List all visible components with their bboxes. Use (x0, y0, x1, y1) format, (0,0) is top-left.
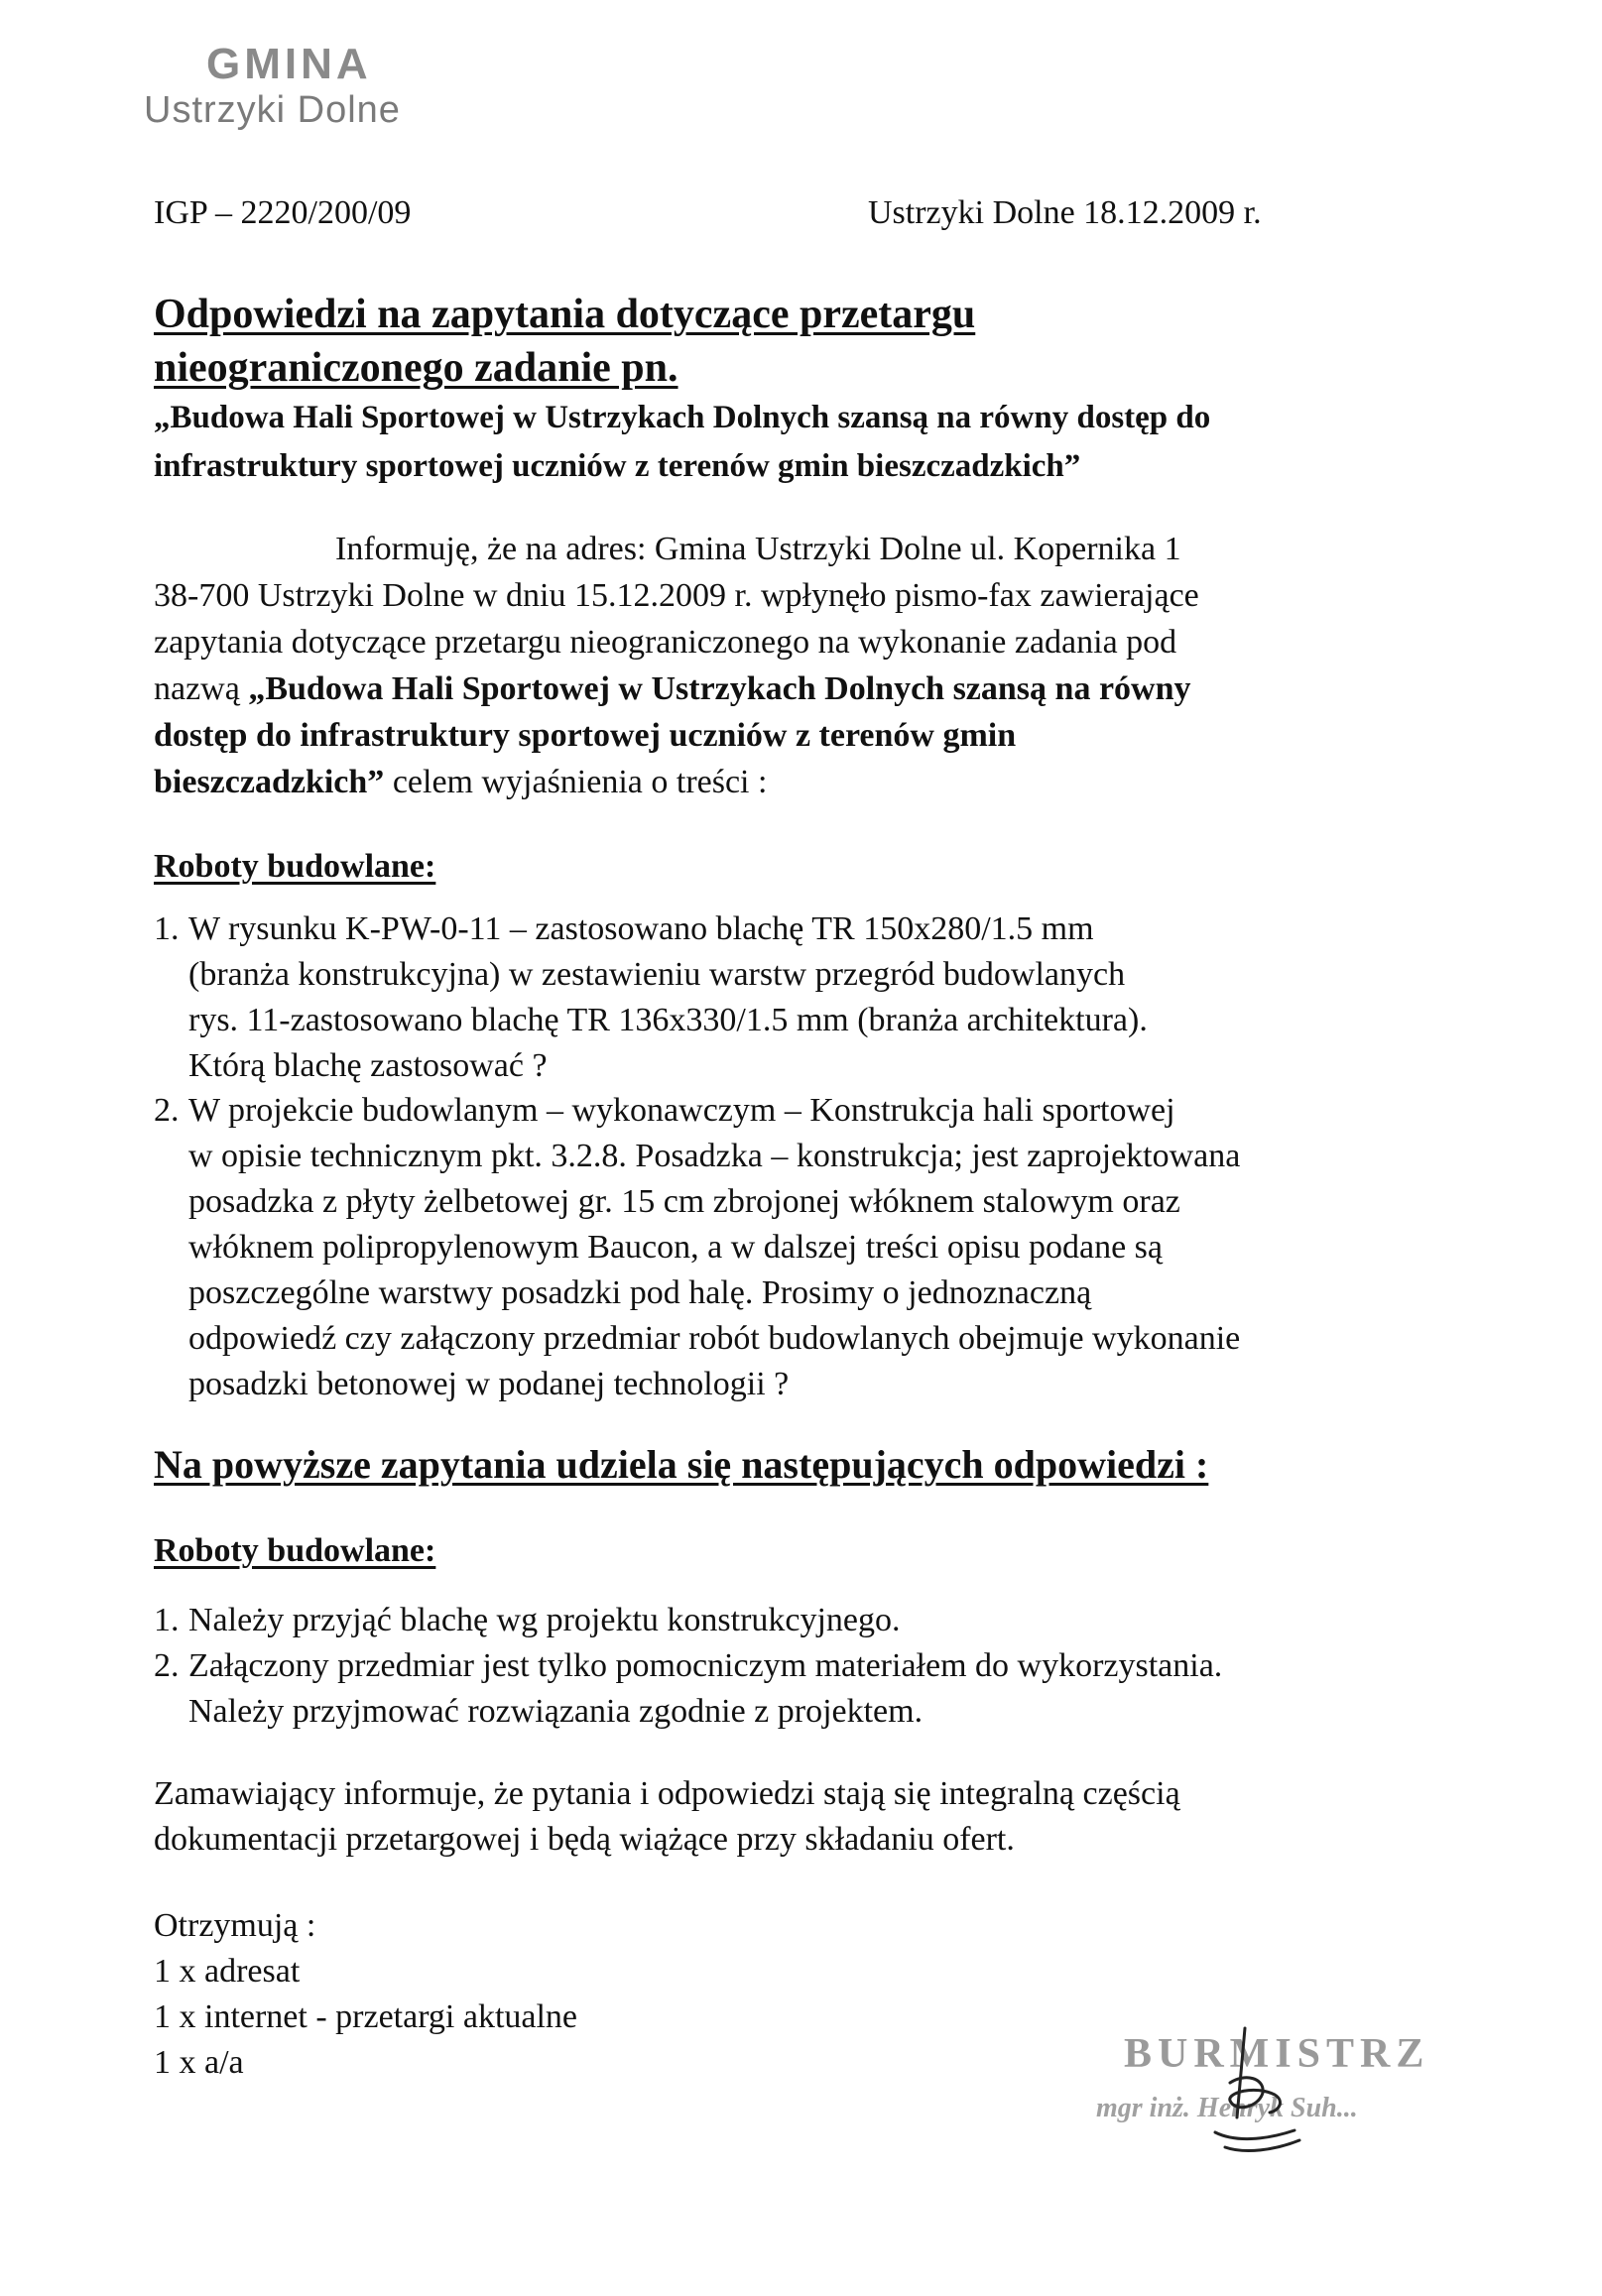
question-1-line: rys. 11-zastosowano blachę TR 136x330/1.5 mm (branża architektura). (188, 1002, 1148, 1038)
letterhead-gmina: GMINA (206, 40, 372, 88)
intro-line-6-bold: bieszczadzkich” (154, 764, 385, 800)
intro-line-1: Informuję, że na adres: Gmina Ustrzyki Dolne ul. Kopernika 1 (335, 531, 1181, 567)
project-line-2: infrastruktury sportowej uczniów z terenów gmin bieszczadzkich” (154, 448, 1081, 484)
recipient-item: 1 x a/a (154, 2044, 244, 2081)
question-2-number: 2. (154, 1092, 180, 1129)
question-1-line: (branża konstrukcyjna) w zestawieniu warstw przegród budowlanych (188, 956, 1126, 993)
question-2-line: poszczególne warstwy posadzki pod halę. Prosimy o jednoznaczną (188, 1274, 1092, 1311)
closing-line-1: Zamawiający informuje, że pytania i odpowiedzi stają się integralną częścią (154, 1775, 1180, 1812)
question-1-line: Którą blachę zastosować ? (188, 1047, 548, 1084)
signature (1185, 2023, 1314, 2162)
stamp-name: mgr inż. Henryk Suh... (1096, 2093, 1358, 2123)
letterhead-place: Ustrzyki Dolne (144, 89, 401, 131)
title-line-1: Odpowiedzi na zapytania dotyczące przetargu (154, 292, 976, 337)
question-2-line: w opisie technicznym pkt. 3.2.8. Posadzka – konstrukcja; jest zaprojektowana (188, 1138, 1241, 1174)
question-2-line: W projekcie budowlanym – wykonawczym – Konstrukcja hali sportowej (188, 1092, 1175, 1129)
answers-heading: Na powyższe zapytania udziela się następujących odpowiedzi : (154, 1442, 1209, 1487)
intro-line-3: zapytania dotyczące przetargu nieograniczonego na wykonanie zadania pod (154, 624, 1177, 661)
intro-line-4-plain: nazwą (154, 670, 249, 707)
answer-1-line: Należy przyjąć blachę wg projektu konstrukcyjnego. (188, 1602, 901, 1638)
project-line-1: „Budowa Hali Sportowej w Ustrzykach Dolnych szansą na równy dostęp do (154, 400, 1211, 435)
date-line: Ustrzyki Dolne 18.12.2009 r. (868, 194, 1262, 231)
question-1-line: W rysunku K-PW-0-11 – zastosowano blachę TR 150x280/1.5 mm (188, 910, 1094, 947)
question-2-line: odpowiedź czy załączony przedmiar robót budowlanych obejmuje wykonanie (188, 1320, 1241, 1357)
recipient-item: 1 x internet - przetargi aktualne (154, 1998, 578, 2035)
question-1-number: 1. (154, 910, 180, 947)
stamp-title: BURMISTRZ (1124, 2031, 1430, 2077)
intro-line-6 (154, 766, 767, 799)
intro-line-2: 38-700 Ustrzyki Dolne w dniu 15.12.2009 r. wpłynęło pismo-fax zawierające (154, 577, 1199, 614)
answer-2-number: 2. (154, 1647, 180, 1684)
recipient-item: 1 x adresat (154, 1953, 301, 1990)
question-2-line: posadzka z płyty żelbetowej gr. 15 cm zbrojonej włóknem stalowym oraz (188, 1183, 1180, 1220)
answer-2-line: Należy przyjmować rozwiązania zgodnie z projektem. (188, 1693, 924, 1730)
intro-line-6-plain: celem wyjaśnienia o treści : (384, 764, 768, 800)
answer-2-line: Załączony przedmiar jest tylko pomocniczym materiałem do wykorzystania. (188, 1647, 1223, 1684)
section-heading-answers: Roboty budowlane: (154, 1532, 436, 1569)
question-2-line: włóknem polipropylenowym Baucon, a w dalszej treści opisu podane są (188, 1229, 1163, 1266)
answer-1-number: 1. (154, 1602, 180, 1638)
reference-number: IGP – 2220/200/09 (154, 194, 412, 231)
intro-line-4-bold: „Budowa Hali Sportowej w Ustrzykach Dolnych szansą na równy (248, 670, 1191, 707)
intro-line-4 (154, 672, 1191, 706)
question-2-line: posadzki betonowej w podanej technologii ? (188, 1366, 790, 1402)
closing-line-2: dokumentacji przetargowej i będą wiążące przy składaniu ofert. (154, 1821, 1015, 1858)
section-heading-questions: Roboty budowlane: (154, 848, 436, 885)
recipients-label: Otrzymują : (154, 1907, 316, 1944)
intro-line-5: dostęp do infrastruktury sportowej uczniów z terenów gmin (154, 717, 1017, 754)
title-line-2: nieograniczonego zadanie pn. (154, 345, 678, 391)
